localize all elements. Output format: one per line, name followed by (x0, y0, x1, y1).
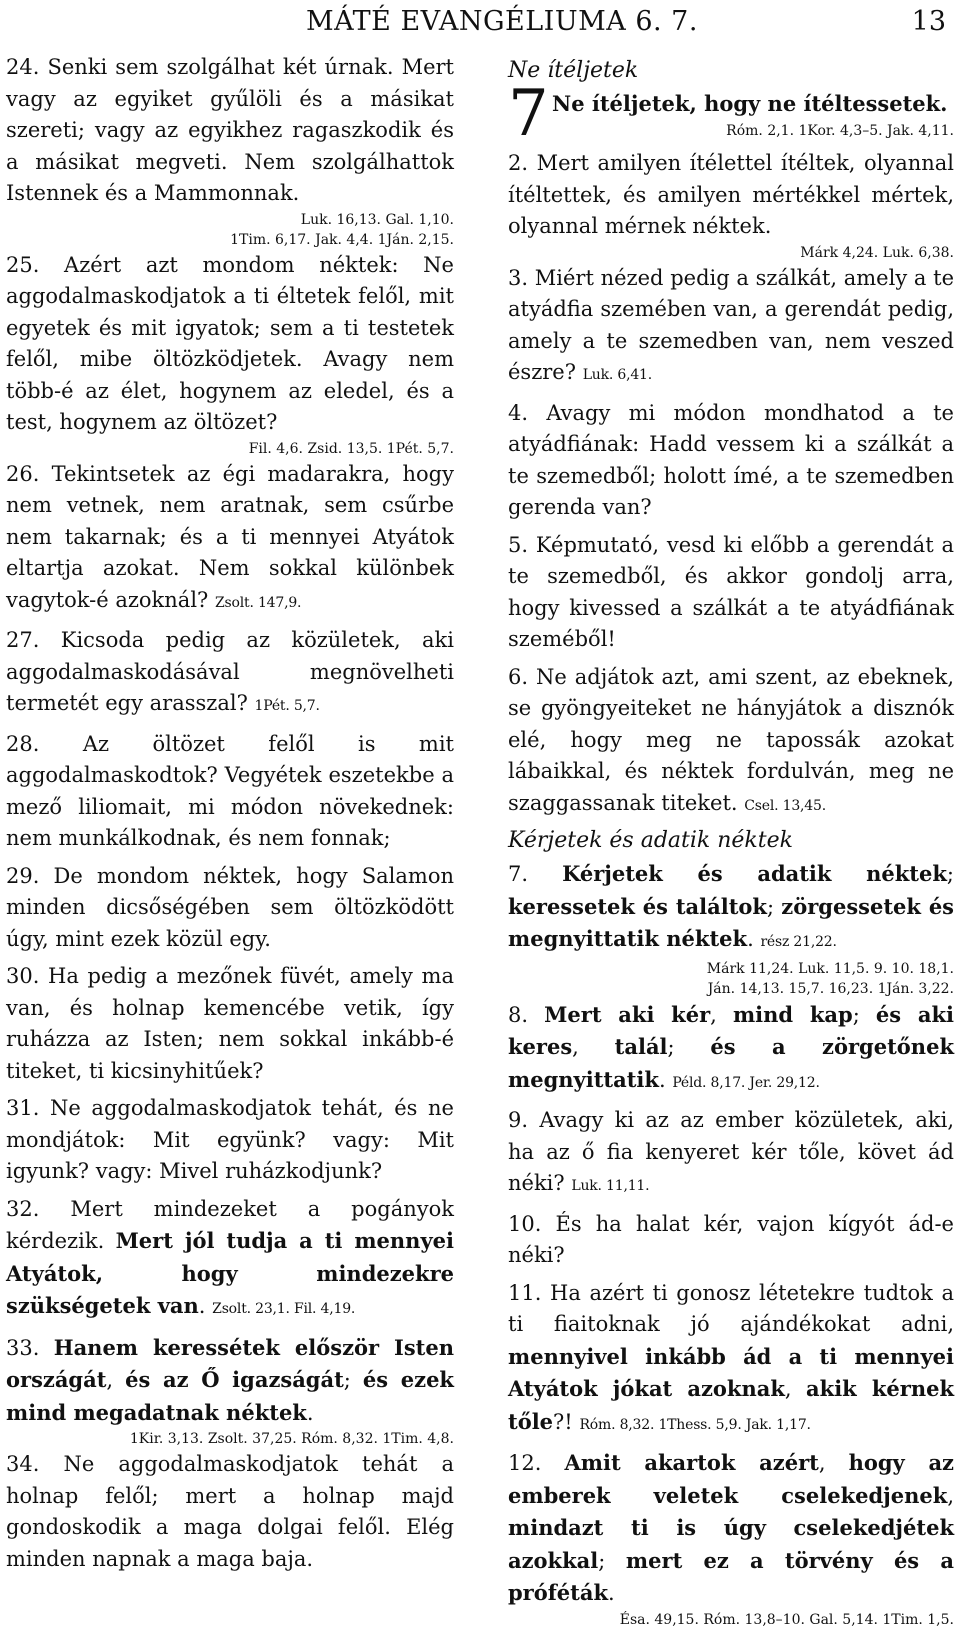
verse-text-bold: Kérjetek és adatik néktek (562, 861, 947, 886)
section-heading: Kérjetek és adatik néktek (508, 828, 793, 853)
verse-text: Ha pedig a mezőnek füvét, amely ma van, és holnap kemencébe vetik, így ruházza az Isten; nem sokkal inkább-é titeket, ti kicsinyhitűek? (6, 964, 454, 1083)
verse-number: 25. (6, 252, 40, 277)
verse-number: 27. (6, 628, 40, 652)
verse-number: 31. (6, 1096, 40, 1120)
verse-text: Ne aggodalmaskodjatok tehát, és ne mondjátok: Mit együnk? vagy: Mit igyunk? vagy: Mivel ruházkodjunk? (6, 1096, 454, 1183)
verse-32 (6, 1194, 454, 1326)
verse-text: Avagy mi módon mondhatod a te atyádfiának: Hadd vessem ki a szálkát a te szemedből; holott ímé, a te szemedben gerenda van? (508, 400, 954, 519)
verse-punct: , (947, 1483, 954, 1508)
verse-text: De mondom néktek, hogy Salamon minden dicsőségében sem öltözködött úgy, mint ezek közül egy. (6, 863, 454, 951)
cross-reference: Zsolt. 147,9. (215, 594, 302, 611)
verse-text: És ha halat kér, vajon kígyót ád-e néki? (508, 1211, 954, 1267)
verse-3 (508, 263, 954, 392)
page-number: 13 (911, 6, 946, 37)
verse-text: Mert amilyen ítélettel ítéltek, olyannal ítéltettek, és amilyen mértékkel mértek, olyannal mérnek néktek. (508, 151, 954, 238)
verse-punct: , (784, 1377, 807, 1401)
verse-number: 24. (6, 55, 40, 79)
verse-6 (508, 662, 954, 823)
verse-text-bold: Hanem keressétek először Isten országát (6, 1334, 454, 1392)
verse-punct: ; (852, 1002, 876, 1027)
chapter-number: 7 (508, 77, 549, 151)
verse-text-bold: keressetek és találtok (508, 893, 767, 919)
cross-reference: Márk 11,24. Luk. 11,5. 9. 10. 18,1. (706, 960, 954, 977)
verse-11 (508, 1278, 954, 1442)
verse-punct: , (572, 1035, 615, 1059)
verse-24 (6, 52, 454, 210)
verse-text-bold: mind kap (732, 1001, 853, 1027)
verse-number: 28. (6, 731, 40, 756)
verse-punct: . (658, 1067, 666, 1092)
verse-number: 6. (508, 664, 529, 689)
cross-reference: Luk. 11,11. (571, 1178, 650, 1194)
verse-punct: . (198, 1294, 206, 1318)
verse-text: Képmutató, vesd ki előbb a gerendát a te szemedből, és akkor gondolj arra, hogy kivessed a szálkát a te atyádfiának szeméből! (508, 532, 954, 651)
verse-text: Az öltözet felől is mit aggodalmaskodtok? Vegyétek eszetekbe a mező liliomait, mi módon növekednek: nem munkálkodnak, és nem fonnak; (6, 731, 454, 850)
verse-number: 29. (6, 863, 40, 888)
verse-punct: , (818, 1451, 849, 1475)
verse-number: 2. (508, 151, 529, 175)
verse-text-bold: Mert aki kér (544, 1001, 711, 1027)
verse-punct: ; (667, 1035, 711, 1059)
verse-12 (508, 1447, 954, 1610)
verse-text: Avagy ki az az ember közületek, aki, ha az ő fia kenyeret kér tőle, követ ád néki? (508, 1108, 954, 1195)
left-column (6, 52, 454, 1575)
verse-number: 33. (6, 1335, 40, 1360)
cross-reference: Márk 4,24. Luk. 6,38. (800, 244, 954, 261)
cross-reference: Zsolt. 23,1. Fil. 4,19. (212, 1301, 356, 1317)
verse-number: 12. (508, 1451, 542, 1475)
verse-text-bold: talál (614, 1034, 668, 1059)
verse-34 (6, 1449, 454, 1575)
cross-reference: Luk. 6,41. (582, 367, 653, 383)
cross-reference: Róm. 2,1. 1Kor. 4,3–5. Jak. 4,11. (726, 122, 954, 139)
verse-text-bold: mennyivel inkább ád a ti mennyei Atyátok jókat azoknak (508, 1343, 954, 1401)
verse-punct: , (710, 1002, 733, 1027)
verse-punct: ; (766, 894, 782, 919)
verse-27 (6, 625, 454, 723)
verse-number: 7. (508, 862, 529, 886)
verse-punct: ; (343, 1368, 363, 1392)
verse-5 (508, 530, 954, 656)
verse-text: Ne aggodalmaskodjatok tehát a holnap felől; mert a holnap majd gondoskodik a maga dolgai felől. Elég minden napnak a maga baja. (6, 1452, 454, 1571)
cross-reference: 1Tim. 6,17. Jak. 4,4. 1Ján. 2,15. (230, 231, 454, 248)
verse-punct: ; (946, 862, 954, 886)
verse-33 (6, 1332, 454, 1430)
verse-30 (6, 961, 454, 1087)
cross-reference: Róm. 8,32. 1Thess. 5,9. Jak. 1,17. (579, 1416, 811, 1433)
verse-number: 9. (508, 1108, 529, 1132)
verse-8 (508, 999, 954, 1100)
verse-1 (508, 77, 954, 151)
verse-text-bold: zörgessetek és megnyittatik néktek (508, 893, 954, 951)
verse-31 (6, 1093, 454, 1188)
cross-reference: 1Pét. 5,7. (254, 698, 320, 714)
verse-text-bold: Mert jól tudja a ti mennyei Atyátok, hogy mindezekre szükségetek van (6, 1228, 454, 1318)
verse-punct: ; (598, 1548, 626, 1573)
verse-punct: . (608, 1581, 615, 1605)
cross-reference: Péld. 8,17. Jer. 29,12. (672, 1074, 820, 1091)
verse-text: Ha azért ti gonosz létetekre tudtok a ti fiaitoknak jó ajándékokat adni, (508, 1280, 954, 1336)
verse-number: 26. (6, 461, 40, 486)
verse-number: 3. (508, 265, 529, 290)
verse-2 (508, 148, 954, 243)
verse-text: Miért nézed pedig a szálkát, amely a te atyádfia szemében van, a gerendát pedig, amely a te szemedben van, nem veszed észre? (508, 265, 954, 384)
cross-reference: 1Kir. 3,13. Zsolt. 37,25. Róm. 8,32. 1Tim. 4,8. (129, 1431, 454, 1447)
verse-punct: , (106, 1368, 126, 1392)
verse-number: 8. (508, 1002, 529, 1027)
verse-26 (6, 459, 454, 620)
verse-text-bold: mindazt ti is úgy cselekedjétek azokkal (508, 1515, 954, 1573)
cross-reference: Luk. 16,13. Gal. 1,10. (300, 211, 454, 228)
verse-punct: . (306, 1400, 314, 1425)
verse-text-bold: és ezek mind megadatnak néktek (6, 1367, 454, 1425)
verse-text-bold: akik kérnek tőle (508, 1376, 954, 1434)
verse-number: 32. (6, 1196, 40, 1221)
verse-7 (508, 858, 954, 959)
verse-text: Ne adjátok azt, ami szent, az ebeknek, se gyöngyeiteket ne hányjátok a disznók elé, hogy meg ne tapossák azokat lábaikkal, és néktek fordulván, meg ne szaggassanak titeket. (508, 664, 954, 815)
verse-29 (6, 861, 454, 956)
verse-number: 30. (6, 964, 40, 988)
verse-25 (6, 250, 454, 439)
right-column (508, 52, 954, 1630)
cross-reference: Fil. 4,6. Zsid. 13,5. 1Pét. 5,7. (248, 440, 454, 457)
verse-number: 11. (508, 1280, 542, 1305)
verse-number: 10. (508, 1211, 542, 1236)
verse-text: Kicsoda pedig az közületek, aki aggodalmaskodásával megnövelheti termetét egy arasszal? (6, 628, 454, 715)
verse-number: 5. (508, 532, 529, 557)
cross-reference: Csel. 13,45. (744, 797, 826, 814)
section-heading: Ne ítéljetek (508, 58, 639, 83)
verse-text: Tekintsetek az égi madarakra, hogy nem vetnek, nem aratnak, sem csűrbe nem takarnak; és a ti mennyei Atyátok eltartja azokat. Nem sokkal különbek vagytok-é azoknál? (6, 461, 454, 612)
verse-punct: . (747, 927, 754, 951)
verse-text: Senki sem szolgálhat két úrnak. Mert vagy az egyiket gyűlöli és a másikat szereti; vagy az egyikhez ragaszkodik és a másikat megveti. Nem szolgálhattok Istennek és a Mammonnak. (6, 55, 454, 205)
verse-text: Mert mindezeket a pogányok kérdezik. (6, 1196, 454, 1253)
page-header (0, 6, 960, 40)
verse-text-bold: és az Ő igazságát (125, 1367, 344, 1392)
cross-reference: Ján. 14,13. 15,7. 16,23. 1Ján. 3,22. (707, 980, 954, 997)
verse-number: 4. (508, 400, 529, 425)
verse-text-bold: és aki keres (508, 1001, 954, 1059)
verse-4 (508, 398, 954, 524)
verse-10 (508, 1209, 954, 1272)
running-title: MÁTÉ EVANGÉLIUMA 6. 7. (306, 6, 698, 37)
verse-text: Azért azt mondom néktek: Ne aggodalmaskodjatok a ti éltetek felől, mit egyetek és mit igyatok; sem a ti testetek felől, mibe öltözködjetek. Avagy nem több-é az élet, hogynem az eledel, és a test, hogynem az öltözet? (6, 252, 454, 434)
verse-text-bold: Ne ítéljetek, hogy ne ítéltessetek. (552, 91, 948, 116)
verse-text-bold: és a zörgetőnek megnyittatik (508, 1034, 954, 1092)
cross-reference: Ésa. 49,15. Róm. 13,8–10. Gal. 5,14. 1Tim. 1,5. (619, 1611, 954, 1628)
verse-text-bold: mert ez a törvény és a próféták (508, 1547, 954, 1605)
verse-text-bold: hogy az emberek veletek cselekedjenek (508, 1450, 954, 1508)
verse-text-bold: Amit akartok azért (564, 1450, 819, 1475)
verse-number: 34. (6, 1452, 40, 1476)
cross-reference: rész 21,22. (760, 934, 837, 950)
verse-punct: ?! (553, 1409, 573, 1434)
verse-9 (508, 1105, 954, 1203)
verse-28 (6, 729, 454, 855)
